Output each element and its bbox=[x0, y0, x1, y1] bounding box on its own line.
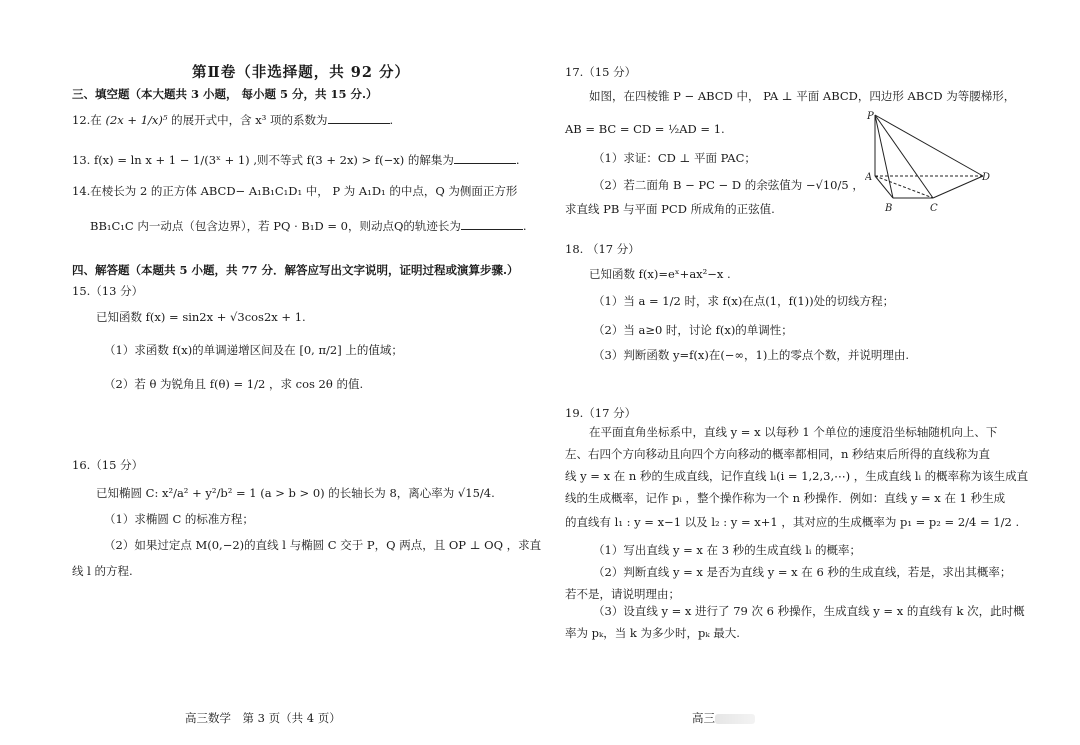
q15-given: 已知函数 f(x) = sin2x + √3cos2x + 1. bbox=[96, 310, 306, 324]
q18-part2: （2）当 a≥0 时，讨论 f(x)的单调性； bbox=[593, 323, 793, 337]
footer-right bbox=[692, 710, 755, 726]
q15-heading: 15.（13 分） bbox=[72, 284, 144, 298]
question-13: 13. f(x) = ln x + 1 − 1/(3ˣ + 1) ,则不等式 f(3 + 2x) > f(−x) 的解集为 . bbox=[72, 153, 520, 167]
q19-line4: 线的生成概率，记作 pᵢ ，整个操作称为一个 n 秒操作．例如：直线 y = x 在 1 秒生成 bbox=[565, 491, 1006, 505]
q12-prefix: 12.在 bbox=[72, 113, 102, 127]
q16-part1: （1）求椭圆 C 的标准方程； bbox=[104, 512, 254, 526]
question-14-line1: 14.在棱长为 2 的正方体 ABCD− A₁B₁C₁D₁ 中， P 为 A₁D₁ 的中点，Q 为侧面正方形 bbox=[72, 184, 518, 198]
q19-heading: 19.（17 分） bbox=[565, 406, 637, 420]
section-fill-blank: 三、填空题（本大题共 3 小题， 每小题 5 分，共 15 分.） bbox=[72, 87, 378, 101]
q16-heading: 16.（15 分） bbox=[72, 458, 144, 472]
q18-part3: （3）判断函数 y=f(x)在(−∞，1)上的零点个数，并说明理由. bbox=[593, 348, 909, 362]
q16-given: 已知椭圆 C: x²/a² + y²/b² = 1 (a > b > 0) 的长轴长为 8，离心率为 √15/4. bbox=[96, 486, 495, 500]
label-p: P bbox=[867, 111, 874, 122]
q19-line3: 线 y = x 在 n 秒的生成直线，记作直线 lᵢ(i = 1,2,3,⋯) ，生成直线 lᵢ 的概率称为该生成直 bbox=[565, 469, 1029, 483]
footer-blur bbox=[715, 714, 755, 724]
part-two-title: 第Ⅱ卷（非选择题，共 92 分） bbox=[192, 64, 410, 81]
q19-part1: （1）写出直线 y = x 在 3 秒的生成直线 lᵢ 的概率； bbox=[593, 543, 861, 557]
q18-heading: 18. （17 分） bbox=[565, 242, 640, 256]
q15-part2: （2）若 θ 为锐角且 f(θ) = 1/2 ，求 cos 2θ 的值. bbox=[104, 377, 364, 391]
q12-answer-blank[interactable] bbox=[328, 113, 390, 124]
q17-part1: （1）求证：CD ⊥ 平面 PAC； bbox=[593, 151, 756, 165]
q16-part2-cont: 线 l 的方程. bbox=[72, 564, 133, 578]
q17-heading: 17.（15 分） bbox=[565, 65, 637, 79]
edge-pd bbox=[875, 115, 983, 176]
question-14-line2: BB₁C₁C 内一动点（包含边界），若 PQ · B₁D = 0，则动点Q的轨迹长为 . bbox=[90, 219, 527, 233]
q19-line5: 的直线有 l₁ : y = x−1 以及 l₂ : y = x+1 ，其对应的生成概率为 p₁ = p₂ = 2/4 = 1/2 . bbox=[565, 515, 1020, 529]
q19-part2-cont: 若不是，请说明理由； bbox=[565, 587, 680, 601]
footer-left: 高三数学 第 3 页（共 4 页） bbox=[185, 711, 341, 725]
label-d: D bbox=[982, 172, 990, 183]
question-12: 12.在 (2x + 1/x)⁵ 的展开式中，含 x³ 项的系数为 . bbox=[72, 113, 394, 127]
q17-line1: 如图，在四棱锥 P − ABCD 中， PA ⊥ 平面 ABCD，四边形 ABCD 为等腰梯形， bbox=[589, 89, 1016, 103]
q17-part2-cont: 求直线 PB 与平面 PCD 所成角的正弦值. bbox=[565, 202, 775, 216]
q14-text: BB₁C₁C 内一动点（包含边界），若 PQ · B₁D = 0，则动点Q的轨迹长为 bbox=[90, 219, 461, 233]
q19-part3-cont: 率为 pₖ，当 k 为多少时，pₖ 最大. bbox=[565, 626, 740, 640]
q12-expression: (2x + 1/x)⁵ bbox=[105, 113, 168, 127]
label-a: A bbox=[865, 172, 873, 183]
q13-answer-blank[interactable] bbox=[454, 153, 516, 164]
q15-part1: （1）求函数 f(x)的单调递增区间及在 [0, π/2] 上的值域； bbox=[104, 343, 403, 357]
q19-part3: （3）设直线 y = x 进行了 79 次 6 秒操作，生成直线 y = x 的直线有 k 次，此时概 bbox=[593, 604, 1025, 618]
q14-answer-blank[interactable] bbox=[461, 219, 523, 230]
section-solutions: 四、解答题（本题共 5 小题，共 77 分．解答应写出文字说明，证明过程或演算步骤.） bbox=[72, 263, 519, 277]
q19-part2: （2）判断直线 y = x 是否为直线 y = x 在 6 秒的生成直线，若是，求出其概率； bbox=[593, 565, 1012, 579]
edge-cd bbox=[933, 176, 983, 198]
q19-line1: 在平面直角坐标系中，直线 y = x 以每秒 1 个单位的速度沿坐标轴随机向上、下 bbox=[589, 425, 998, 439]
label-b: B bbox=[885, 203, 893, 214]
pyramid-figure bbox=[865, 110, 990, 215]
label-c: C bbox=[930, 203, 938, 214]
footer-right-text: 高三 bbox=[692, 711, 715, 725]
q19-line2: 左、右四个方向移动且向四个方向移动的概率都相同，n 秒结束后所得的直线称为直 bbox=[565, 447, 991, 461]
q17-part2: （2）若二面角 B − PC − D 的余弦值为 −√10/5 ， bbox=[593, 178, 864, 192]
q16-part2: （2）如果过定点 M(0,−2)的直线 l 与椭圆 C 交于 P，Q 两点，且 OP ⊥ OQ ，求直 bbox=[104, 538, 542, 552]
q18-part1: （1）当 a = 1/2 时，求 f(x)在点(1，f(1))处的切线方程； bbox=[593, 294, 895, 308]
q13-text: 13. f(x) = ln x + 1 − 1/(3ˣ + 1) ,则不等式 f(3 + 2x) > f(−x) 的解集为 bbox=[72, 153, 454, 167]
q17-line2: AB = BC = CD = ½AD = 1. bbox=[565, 122, 725, 136]
q18-given: 已知函数 f(x)=eˣ+ax²−x . bbox=[589, 267, 731, 281]
q12-text: 的展开式中，含 x³ 项的系数为 bbox=[171, 113, 328, 127]
